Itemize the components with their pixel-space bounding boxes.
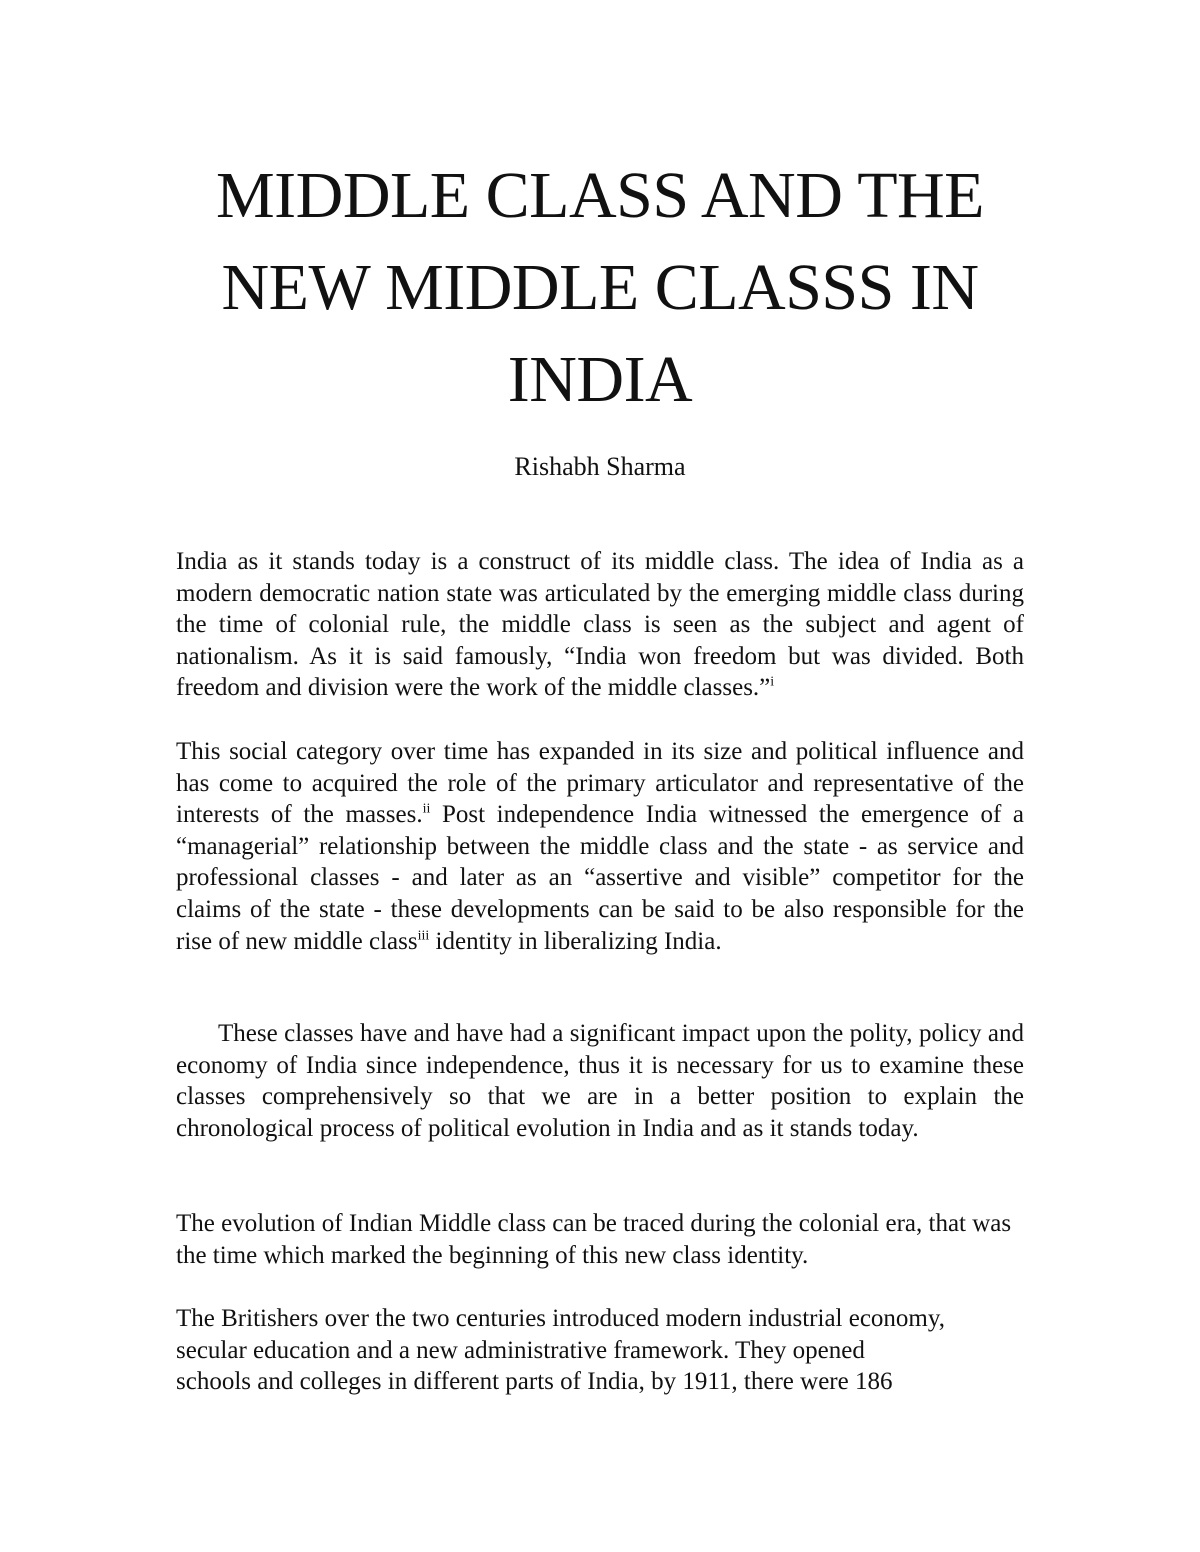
paragraph-social-category-text-c: identity in liberalizing India. bbox=[429, 927, 722, 955]
paragraph-evolution: The evolution of Indian Middle class can be traced during the colonial era, that was the time which marked the beginning of this new class identity. bbox=[176, 1210, 1012, 1269]
paragraph-intro-text: India as it stands today is a construct of its middle class. The idea of India as a modern democratic nation state was articulated by the emerging middle class during the time of colonial rule, the middle class is seen as the subject and agent of nationalism. As it is said famously, “India won freedom but was divided. Both freedom and division were the work of the middle classes.” bbox=[176, 548, 1024, 702]
paragraph-britishers-line-2: secular education and a new administrative framework. They opened bbox=[176, 1336, 865, 1364]
paragraph-britishers bbox=[176, 1303, 1024, 1398]
author-name: Rishabh Sharma bbox=[514, 452, 686, 481]
title-line-1: MIDDLE CLASS AND THE bbox=[216, 159, 984, 232]
paragraph-britishers-line-3: schools and colleges in different parts of India, by 1911, there were 186 bbox=[176, 1368, 893, 1396]
endnote-ref-ii[interactable]: ii bbox=[422, 801, 431, 817]
title-line-2: NEW MIDDLE CLASSS IN bbox=[221, 251, 979, 324]
paragraph-social-category bbox=[176, 736, 1024, 957]
document-title bbox=[150, 150, 1050, 426]
paragraph-social-category-text-b: Post independence India witnessed the emergence of a “managerial” relationship between the middle class and the state - as service and professional classes - and later as an “assertive and visible” competitor for the claims of the state - these developments can be said to be also responsible for the rise of new middle class bbox=[176, 801, 1024, 955]
paragraph-social-category-text-a: This social category over time has expanded in its size and political influence and has come to acquired the role of the primary articulator and representative of the interests of the masses. bbox=[176, 738, 1024, 829]
paragraph-britishers-line-1: The Britishers over the two centuries introduced modern industrial economy, bbox=[176, 1305, 946, 1332]
title-line-3: INDIA bbox=[507, 343, 693, 416]
endnote-ref-i[interactable]: i bbox=[770, 675, 775, 691]
paragraph-impact: These classes have and have had a significant impact upon the polity, policy and economy of India since independence, thus it is necessary for us to examine these classes comprehensively so that we are in a better position to explain the chronological process of political evolution in India and as it stands today. bbox=[176, 1020, 1024, 1142]
paragraph-intro bbox=[176, 546, 1024, 704]
endnote-ref-iii[interactable]: iii bbox=[417, 928, 430, 944]
